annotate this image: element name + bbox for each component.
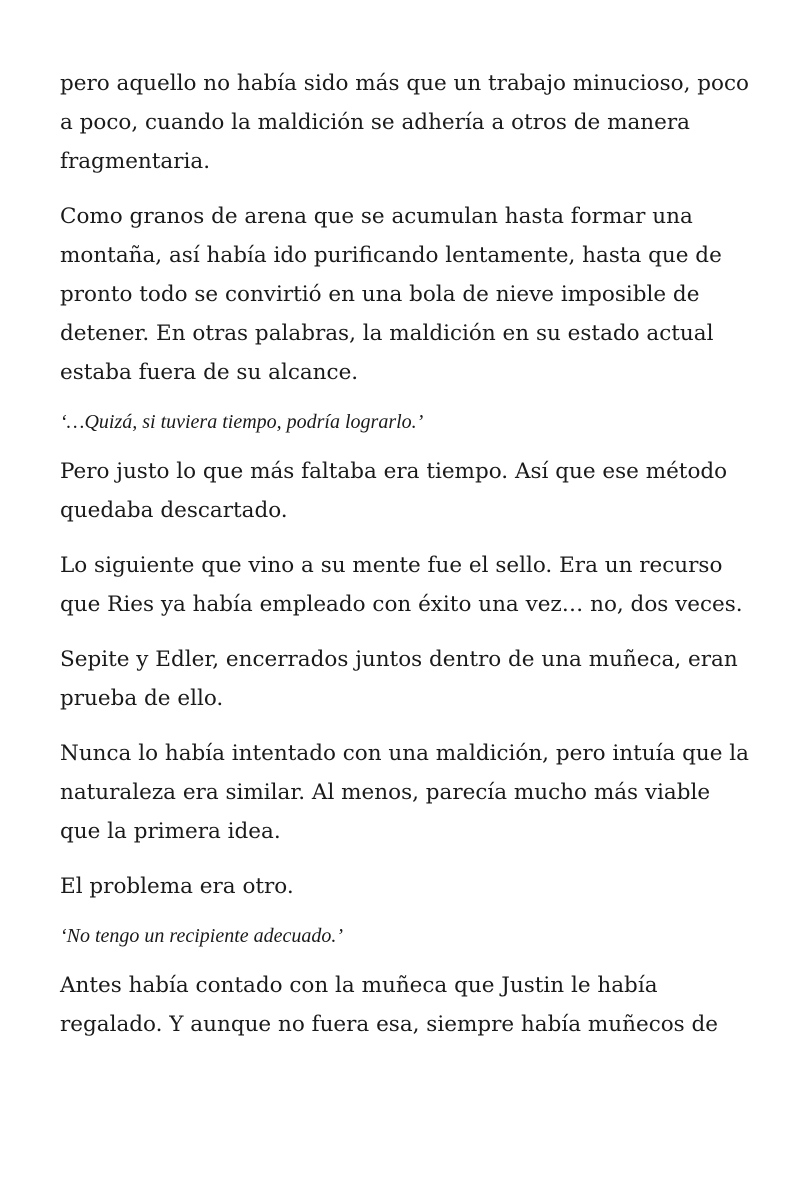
paragraph: El problema era otro. bbox=[60, 874, 294, 899]
italic-thought: ‘No tengo un recipiente adecuado.’ bbox=[60, 925, 344, 947]
paragraph: Lo siguiente que vino a su mente fue el sello. Era un recurso que Ries ya había empleado con éxito una vez… no, dos veces. bbox=[60, 553, 743, 617]
paragraph: Pero justo lo que más faltaba era tiempo. Así que ese método quedaba descartado. bbox=[60, 459, 728, 523]
paragraph: Como granos de arena que se acumulan hasta formar una montaña, así había ido purificando lentamente, hasta que de pronto todo se convirtió en una bola de nieve imposible de detener. En otras palabras, la maldición en su estado actual estaba fuera de su alcance. bbox=[60, 204, 722, 385]
paragraph: Sepite y Edler, encerrados juntos dentro de una muñeca, eran prueba de ello. bbox=[60, 647, 738, 711]
italic-thought: ‘…Quizá, si tuviera tiempo, podría lograrlo.’ bbox=[60, 411, 424, 433]
paragraph: pero aquello no había sido más que un trabajo minucioso, poco a poco, cuando la maldición se adhería a otros de manera fragmentaria. bbox=[60, 71, 749, 174]
paragraph: Nunca lo había intentado con una maldición, pero intuía que la naturaleza era similar. Al menos, parecía mucho más viable que la primera idea. bbox=[60, 741, 749, 844]
book-page bbox=[60, 64, 750, 1060]
paragraph: Antes había contado con la muñeca que Justin le había regalado. Y aunque no fuera esa, siempre había muñecos de bbox=[60, 973, 719, 1037]
